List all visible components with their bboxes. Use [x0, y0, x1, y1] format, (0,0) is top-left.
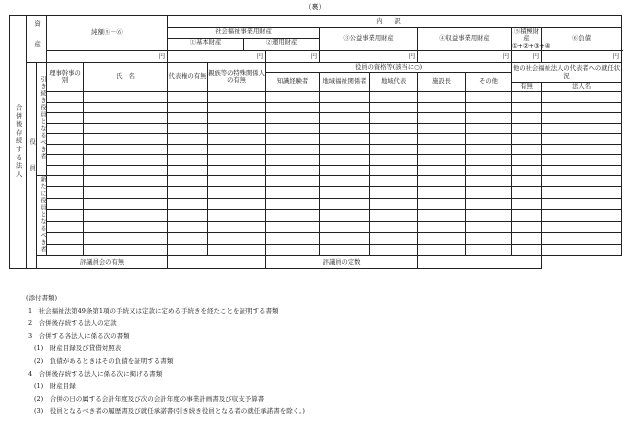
liabilities-field[interactable]: 円: [542, 51, 622, 63]
basic-property-field[interactable]: 円: [168, 51, 266, 63]
council-count-field[interactable]: [418, 256, 542, 269]
public-property-field[interactable]: 円: [320, 51, 418, 63]
note-item: 1 社会福祉法第49条第1項の手続又は定款に定める手続きを経たことを証明する書類: [28, 306, 279, 315]
active-property-label: ⑤積極財産 ①+②+③+④: [512, 28, 551, 50]
officers-label: 役員: [28, 138, 36, 191]
continuing-officers-cell: [37, 63, 47, 176]
social-welfare-property-cell: [168, 28, 320, 51]
officer-row[interactable]: [10, 221, 622, 232]
note-item: (2) 負債があるときはその負債を証明する書類: [34, 356, 174, 365]
other-corp-existence-label: 有無: [512, 83, 542, 92]
officer-row[interactable]: [10, 155, 622, 166]
merger-form-table: [9, 15, 622, 269]
surviving-corp-label: 合併後存続する法人: [14, 103, 22, 179]
col-role-label: 理事幹事の別: [47, 63, 84, 92]
officer-row[interactable]: [10, 210, 622, 221]
assets-label: 資産: [33, 19, 41, 61]
council-existence-field[interactable]: [168, 256, 266, 269]
note-item: (1) 財産目録: [34, 382, 76, 391]
profit-property-label: ④収益事業用財産: [418, 28, 512, 51]
note-item: 3 合併する各法人に係る次の書類: [28, 331, 130, 340]
note-item: 4 合併後存続する法人に係る次に掲げる書類: [28, 369, 163, 378]
col-relatives-label: 親族等の特殊関係人の有無: [208, 63, 266, 92]
qual-knowledge-label: 知識経験者: [266, 73, 320, 92]
officer-row[interactable]: [10, 102, 622, 113]
net-amount-field[interactable]: 円: [47, 51, 168, 63]
liabilities-label: ⑥負債: [542, 28, 622, 51]
continuing-officers-label: 引き続き役員となるべき者: [38, 75, 46, 160]
col-rep-label: 代表権の有無: [168, 63, 208, 92]
qual-other-label: その他: [466, 73, 512, 92]
qual-regional-welfare-label: 地域福祉関係者: [320, 73, 370, 92]
officer-row[interactable]: [10, 187, 622, 198]
attachments-notes: [28, 292, 305, 418]
officers-label-cell: [27, 63, 37, 269]
note-item: (1) 財産目録及び貸借対照表: [34, 344, 122, 353]
qualification-header: 役員の資格等(該当に○): [266, 63, 512, 73]
officer-row[interactable]: [10, 244, 622, 256]
basic-property-label: ①基本財産: [168, 39, 244, 50]
profit-property-field[interactable]: 円: [418, 51, 512, 63]
officer-row[interactable]: [10, 92, 622, 103]
notes-title: (添付書類): [26, 294, 58, 302]
officer-row[interactable]: [10, 123, 622, 134]
officer-row[interactable]: [10, 144, 622, 155]
surviving-corp-label-cell: [10, 16, 27, 269]
officer-row[interactable]: [10, 165, 622, 176]
officer-row[interactable]: [10, 198, 622, 209]
operating-property-field[interactable]: 円: [266, 51, 320, 63]
note-item: (2) 合併の日の属する会計年度及び次の会計年度の事業計画書及び収支予算書: [34, 394, 265, 403]
officer-row[interactable]: [10, 233, 622, 244]
col-name-label: 氏 名: [84, 63, 168, 92]
officer-row[interactable]: [10, 176, 622, 187]
officer-row[interactable]: [10, 113, 622, 124]
social-welfare-label: 社会福祉事業用財産: [168, 28, 319, 39]
note-item: 2 合併後存続する法人の定款: [28, 319, 117, 328]
page-title: （裏）: [304, 3, 326, 11]
public-property-label: ③公益事業用財産: [320, 28, 418, 51]
breakdown-label: 内訳: [168, 16, 622, 28]
council-count-label: 評議員の定数: [266, 256, 418, 269]
qual-facility-head-label: 施設長: [418, 73, 466, 92]
new-officers-label: 新たに役員となるべき者: [38, 176, 46, 253]
operating-property-label: ②運用財産: [265, 39, 298, 46]
other-corp-header: 他の社会福祉法人の代表者への就任状況: [512, 63, 622, 83]
active-property-field[interactable]: 円: [512, 51, 542, 63]
council-existence-label: 評議員会の有無: [37, 256, 168, 269]
qual-regional-rep-label: 地域代表: [370, 73, 418, 92]
note-item: (3) 役員となるべき者の履歴書及び就任承諾書(引き続き役員となる者の就任承諾書を除く。): [34, 407, 305, 416]
assets-label-cell: [27, 16, 47, 63]
officer-row[interactable]: [10, 134, 622, 145]
new-officers-cell: [37, 176, 47, 256]
net-amount-label: 純額⑤－⑥: [47, 16, 168, 51]
other-corp-name-label: 法人名: [542, 83, 622, 92]
